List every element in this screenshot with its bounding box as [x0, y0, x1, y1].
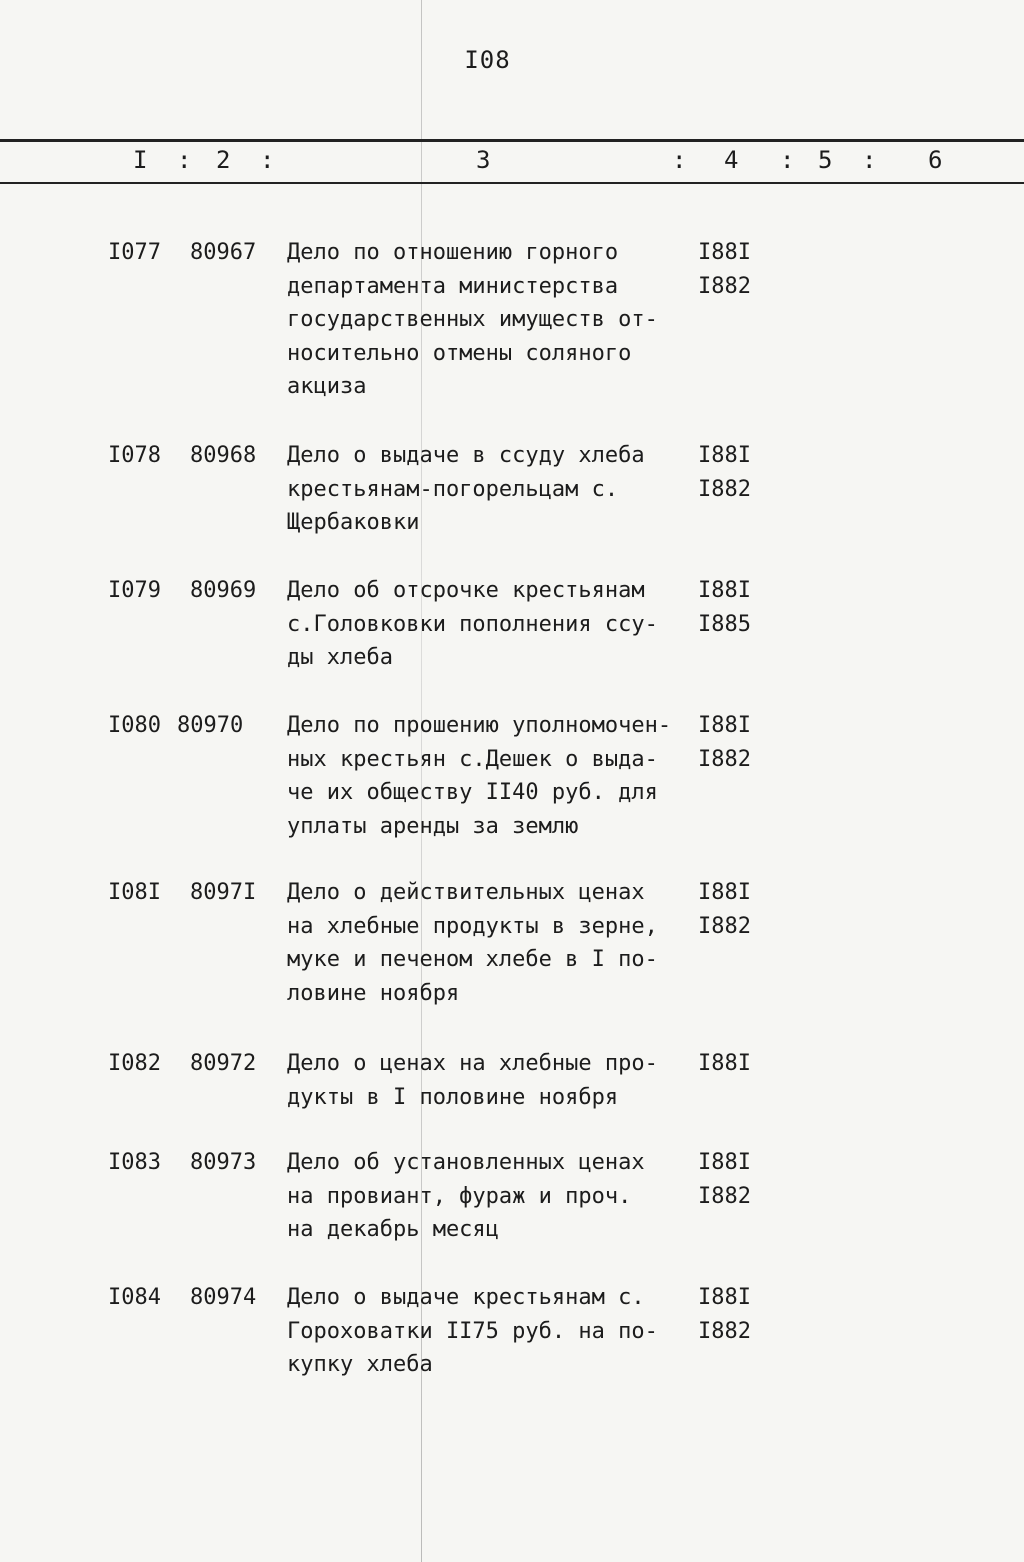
column-header-6: 6	[928, 146, 943, 174]
column-separator: :	[260, 146, 275, 174]
column-header-2: 2	[216, 146, 231, 174]
column-separator: :	[672, 146, 687, 174]
record-title: Дело об установленных ценах на провиант, фураж и проч. на декабрь месяц	[287, 1150, 645, 1243]
record-title: Дело по отношению горного департамента министерства государственных имуществ от- носительно отмены соляного акциза	[287, 240, 658, 400]
record-code: 80969	[190, 578, 257, 603]
column-header-4: 4	[724, 146, 739, 174]
column-header-3: 3	[476, 146, 491, 174]
column-separator: :	[862, 146, 877, 174]
record-title: Дело о выдаче в ссуду хлеба крестьянам-погорельцам с. Щербаковки	[287, 443, 645, 536]
record-dates: I88I I885	[698, 578, 751, 637]
record-number: I08I	[108, 880, 161, 905]
record-number: I080	[108, 713, 161, 738]
record-dates: I88I I882	[698, 240, 751, 299]
record-code: 80970	[177, 713, 244, 738]
record-dates: I88I I882	[698, 1285, 751, 1344]
record-code: 80974	[190, 1285, 257, 1310]
column-separator: :	[177, 146, 192, 174]
column-header-1: I	[133, 146, 148, 174]
record-code: 80973	[190, 1150, 257, 1175]
header-top-rule	[0, 139, 1024, 142]
page-number: I08	[464, 46, 511, 74]
record-dates: I88I I882	[698, 1150, 751, 1209]
column-separator: :	[780, 146, 795, 174]
record-number: I084	[108, 1285, 161, 1310]
record-code: 80967	[190, 240, 257, 265]
column-header-5: 5	[818, 146, 833, 174]
record-number: I082	[108, 1051, 161, 1076]
record-code: 80968	[190, 443, 257, 468]
record-title: Дело о ценах на хлебные про- дукты в I половине ноября	[287, 1051, 658, 1110]
record-title: Дело о действительных ценах на хлебные продукты в зерне, муке и печеном хлебе в I по- ловине ноября	[287, 880, 658, 1006]
header-bottom-rule	[0, 182, 1024, 184]
record-code: 8097I	[190, 880, 257, 905]
column-header-row	[0, 146, 1024, 178]
record-dates: I88I	[698, 1051, 751, 1076]
record-number: I078	[108, 443, 161, 468]
record-title: Дело об отсрочке крестьянам с.Головковки пополнения ссу- ды хлеба	[287, 578, 658, 671]
record-dates: I88I I882	[698, 713, 751, 772]
record-number: I079	[108, 578, 161, 603]
record-number: I083	[108, 1150, 161, 1175]
record-number: I077	[108, 240, 161, 265]
record-title: Дело по прошению уполномочен- ных крестьян с.Дешек о выда- че их обществу II40 руб. для уплаты аренды за землю	[287, 713, 672, 839]
record-title: Дело о выдаче крестьянам с. Гороховатки II75 руб. на по- купку хлеба	[287, 1285, 658, 1378]
record-dates: I88I I882	[698, 443, 751, 502]
record-dates: I88I I882	[698, 880, 751, 939]
record-code: 80972	[190, 1051, 257, 1076]
